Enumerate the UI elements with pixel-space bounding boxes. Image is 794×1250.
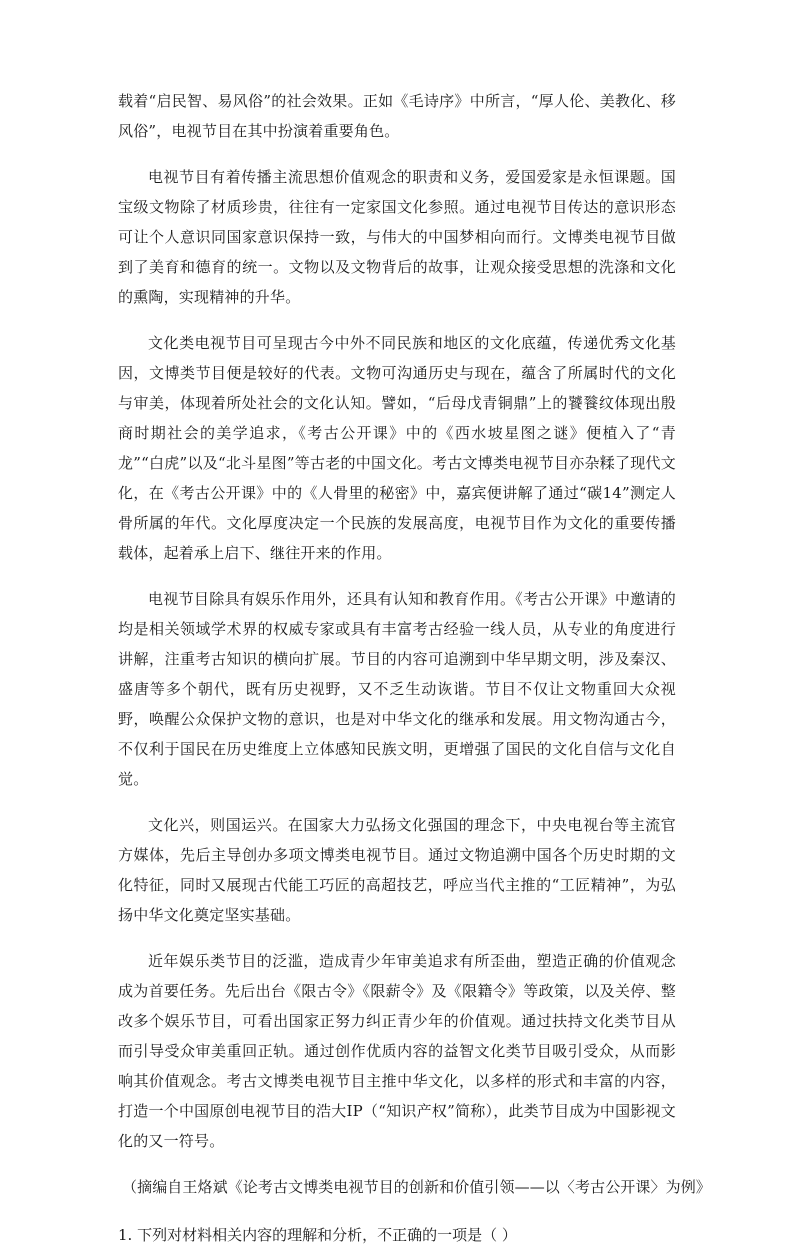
paragraph-2: 电视节目有着传播主流思想价值观念的职责和义务，爱国爱家是永恒课题。国宝级文物除了材质珍贵，往往有一定家国文化参照。通过电视节目传达的意识形态可让个人意识同国家意识保持一致，与伟大的中国梦相向而行。文博类电视节目做到了美育和德育的统一。文物以及文物背后的故事，让观众接受思想的洗涤和文化的熏陶，实现精神的升华。	[118, 168, 676, 306]
paragraph-spacer	[118, 146, 676, 162]
paragraph-spacer	[118, 930, 676, 946]
document-body	[118, 86, 711, 1250]
paragraph-6: 近年娱乐类节目的泛滥，造成青少年审美追求有所歪曲，塑造正确的价值观念成为首要任务。先后出台《限古令》《限薪令》及《限籍令》等政策，以及关停、整改多个娱乐节目，可看出国家正努力纠正青少年的价值观。通过扶持文化类节目从而引导受众审美重回正轨。通过创作优质内容的益智文化类节目吸引受众，从而影响其价值观念。考古文博类电视节目主推中华文化，以多样的形式和丰富的内容，打造一个中国原创电视节目的浩大IP（“知识产权”简称），此类节目成为中国影视文化的又一符号。	[118, 952, 676, 1150]
source-citation: （摘编自王烙斌《论考古文博类电视节目的创新和价值引领——以〈考古公开课〉为例》	[122, 1178, 711, 1196]
paragraph-5: 文化兴，则国运兴。在国家大力弘扬文化强国的理念下，中央电视台等主流官方媒体，先后主导创办多项文博类电视节目。通过文物追溯中国各个历史时期的文化特征，同时又展现古代能工巧匠的高超技艺，呼应当代主推的“工匠精神”，为弘扬中华文化奠定坚实基础。	[118, 816, 676, 924]
paragraph-4: 电视节目除具有娱乐作用外，还具有认知和教育作用。《考古公开课》中邀请的均是相关领域学术界的权威专家或具有丰富考古经验一线人员，从专业的角度进行讲解，注重考古知识的横向扩展。节目的内容可追溯到中华早期文明，涉及秦汉、盛唐等多个朝代，既有历史视野，又不乏生动诙谐。节目不仅让文物重回大众视野，唤醒公众保护文物的意识，也是对中华文化的继承和发展。用文物沟通古今，不仅利于国民在历史维度上立体感知民族文明，更增强了国民的文化自信与文化自觉。	[118, 590, 676, 788]
paragraph-1: 载着“启民智、易风俗”的社会效果。正如《毛诗序》中所言，“厚人伦、美教化、移风俗”，电视节目在其中扮演着重要角色。	[118, 92, 676, 140]
paragraph-3: 文化类电视节目可呈现古今中外不同民族和地区的文化底蕴，传递优秀文化基因，文博类节目便是较好的代表。文物可沟通历史与现在，蕴含了所属时代的文化与审美，体现着所处社会的文化认知。譬如，“后母戊青铜鼎”上的饕餮纹体现出殷商时期社会的美学追求，《考古公开课》中的《西水坡星图之谜》便植入了“青龙”“白虎”以及“北斗星图”等古老的中国文化。考古文博类电视节目亦杂糅了现代文化，在《考古公开课》中的《人骨里的秘密》中，嘉宾便讲解了通过“碳14”测定人骨所属的年代。文化厚度决定一个民族的发展高度，电视节目作为文化的重要传播载体，起着承上启下、继往开来的作用。	[118, 334, 676, 562]
paragraph-spacer	[118, 312, 676, 328]
paragraph-spacer	[118, 1156, 676, 1172]
paragraph-spacer	[118, 794, 676, 810]
question-1: 1. 下列对材料相关内容的理解和分析，不正确的一项是（ ）	[118, 1226, 517, 1244]
paragraph-spacer	[118, 568, 676, 584]
